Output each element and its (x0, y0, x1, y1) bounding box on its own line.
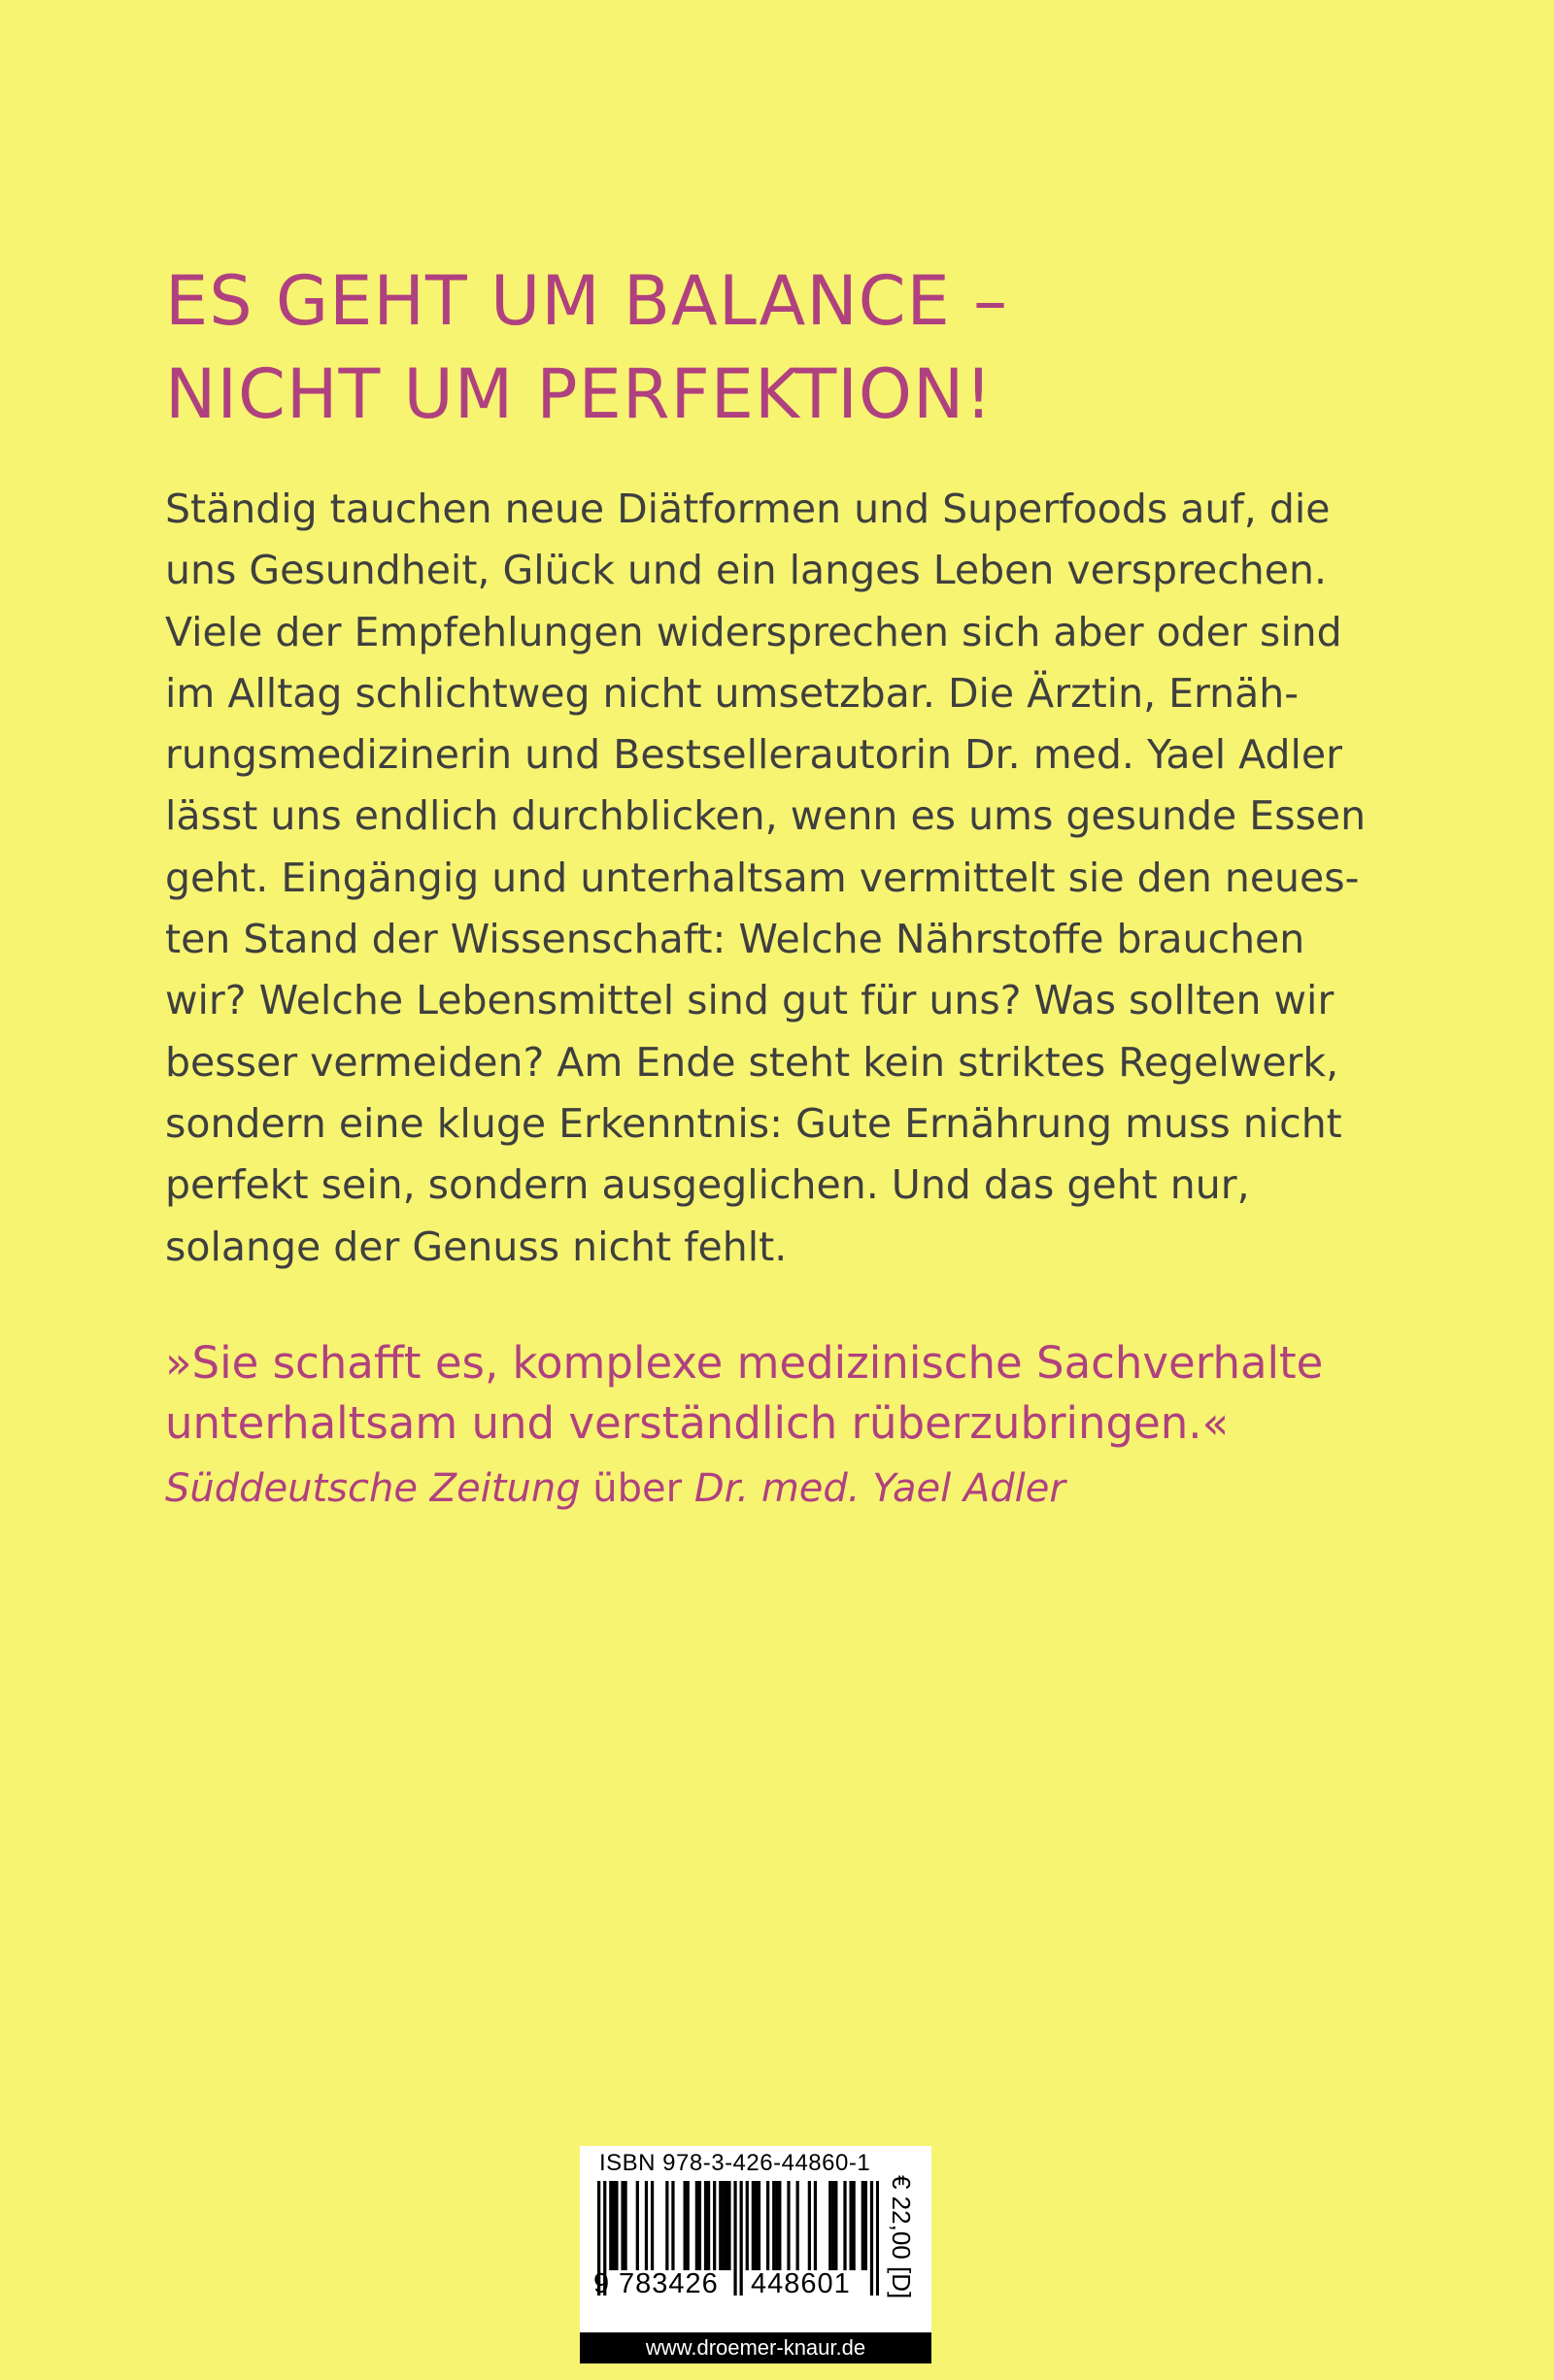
barcode-bar (636, 2181, 639, 2270)
barcode-bar (719, 2181, 722, 2270)
blurb-line: Ständig tauchen neue Diätformen und Superfoods auf, die (165, 486, 1331, 532)
barcode-digits-right: 448601 (751, 2268, 851, 2299)
barcode-bar (725, 2181, 727, 2270)
barcode-bar (624, 2181, 626, 2270)
blurb-line: rungsmedizinerin und Bestsellerautorin Dr. med. Yael Adler (165, 731, 1342, 779)
headline-line-1: ES GEHT UM BALANCE – (165, 261, 1009, 341)
barcode-bar (828, 2181, 831, 2270)
blurb-line: sondern eine kluge Erkenntnis: Gute Ernährung muss nicht (165, 1099, 1342, 1147)
barcode-bar (621, 2181, 624, 2270)
blurb-line: lässt uns endlich durchblicken, wenn es ums gesunde Essen (165, 792, 1367, 840)
barcode-bar (870, 2181, 873, 2296)
barcode-bar (861, 2181, 864, 2270)
price-label: € 22,00 [D] (887, 2175, 916, 2299)
barcode-bar (645, 2181, 648, 2270)
quote-line-1: »Sie schafft es, komplexe medizinische Sachverhalte (165, 1337, 1324, 1389)
blurb (165, 479, 1428, 1278)
barcode-bar (831, 2181, 834, 2270)
isbn-number: ISBN 978-3-426-44860-1 (599, 2150, 871, 2176)
barcode-bar (808, 2181, 811, 2270)
barcode-bar (775, 2181, 778, 2270)
barcode-bar (704, 2181, 707, 2270)
quote-attribution (165, 1461, 1428, 1516)
barcode-bar (695, 2181, 698, 2270)
barcode-bar (787, 2181, 790, 2270)
barcode-bar (796, 2181, 799, 2270)
barcode-bar (849, 2181, 852, 2270)
publisher-url: www.droemer-knaur.de (580, 2332, 931, 2363)
barcode-bar (612, 2181, 615, 2270)
review-quote (165, 1333, 1505, 1454)
barcode-bar (772, 2181, 775, 2270)
blurb-line: ten Stand der Wissenschaft: Welche Nährstoffe brauchen (165, 916, 1305, 963)
barcode-bar (609, 2181, 612, 2270)
barcode-bar (615, 2181, 618, 2270)
barcode-digit-first: 9 (593, 2268, 610, 2299)
barcode-bar (834, 2181, 837, 2270)
barcode-bar (665, 2181, 668, 2270)
barcode-bar (876, 2181, 879, 2296)
blurb-line: besser vermeiden? Am Ende steht kein striktes Regelwerk, (165, 1038, 1339, 1086)
barcode-bar (671, 2181, 674, 2270)
barcode-bar (843, 2181, 846, 2270)
blurb-line: Viele der Empfehlungen widersprechen sich aber oder sind (165, 608, 1342, 655)
barcode-bar (758, 2181, 760, 2270)
blurb-line: geht. Eingängig und unterhaltsam vermittelt sie den neues- (165, 854, 1360, 901)
blurb-line: im Alltag schlichtweg nicht umsetzbar. Die Ärztin, Ernäh- (165, 669, 1300, 717)
barcode-bar (752, 2181, 755, 2270)
blurb-line: perfekt sein, sondern ausgeglichen. Und das geht nur, (165, 1161, 1250, 1209)
barcode-bar (698, 2181, 701, 2270)
barcode-bar (733, 2181, 736, 2296)
headline-line-2: NICHT UM PERFEKTION! (165, 354, 994, 434)
barcode-bar (651, 2181, 654, 2270)
barcode-bar (755, 2181, 758, 2270)
blurb-line: solange der Genuss nicht fehlt. (165, 1223, 788, 1270)
barcode-bar (687, 2181, 690, 2270)
blurb-line: wir? Welche Lebensmittel sind gut für uns? Was sollten wir (165, 977, 1334, 1024)
barcode-bar (814, 2181, 817, 2270)
headline (165, 254, 1428, 441)
barcode-bar (778, 2181, 781, 2270)
barcode-bar (864, 2181, 867, 2270)
barcode-bar (853, 2181, 856, 2270)
barcode-bar (684, 2181, 687, 2270)
barcode-bar (722, 2181, 725, 2270)
blurb-line: uns Gesundheit, Glück und ein langes Leben versprechen. (165, 547, 1328, 594)
barcode-bar (740, 2181, 743, 2296)
barcode-bar (707, 2181, 710, 2270)
barcode-label (580, 2146, 931, 2332)
barcode-bar (746, 2181, 749, 2270)
quote-line-2: unterhaltsam und verständlich rüberzubringen.« (165, 1397, 1230, 1449)
quote-source: Süddeutsche Zeitung (165, 1466, 581, 1511)
barcode-bar (713, 2181, 716, 2270)
barcode-bar (766, 2181, 769, 2270)
quote-subject: Dr. med. Yael Adler (693, 1466, 1065, 1511)
barcode-bar (727, 2181, 730, 2270)
quote-connector: über (580, 1466, 694, 1511)
barcode-digits-left: 783426 (619, 2268, 719, 2299)
